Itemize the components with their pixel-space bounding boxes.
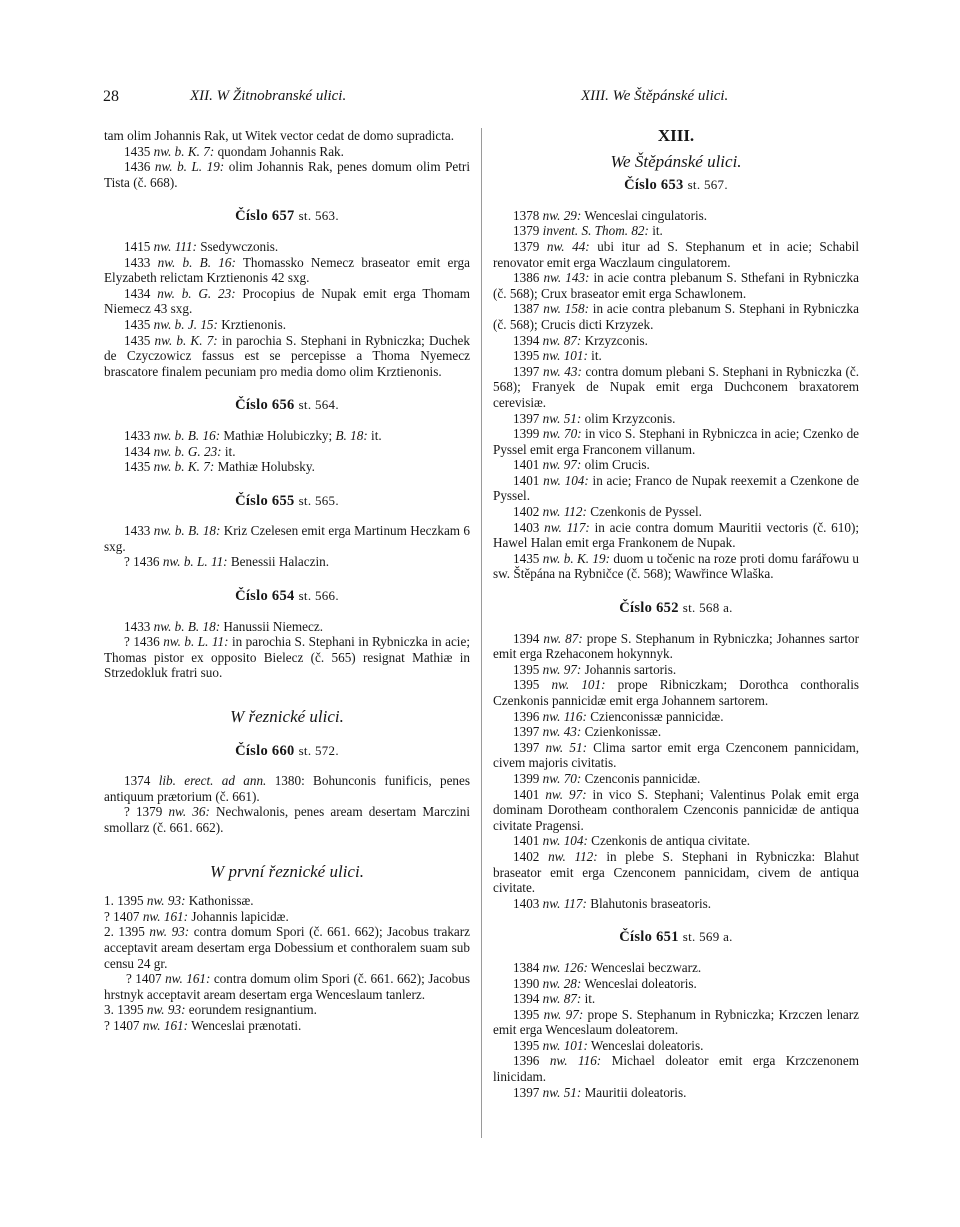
entry-paragraph: 1397 nw. 43: Czienkonissæ. — [513, 724, 662, 740]
entry-paragraph: 1403 nw. 117: in acie contra domum Mauritii vectoris (č. 610); Hawel Halan emit erga Frankonem de Nupak. — [493, 519, 859, 551]
entry-paragraph: 1378 nw. 29: Wenceslai cingulatoris. — [513, 207, 708, 223]
entry-paragraph: 1394 nw. 87: Krzyzconis. — [513, 332, 648, 348]
entry-paragraph: 1397 nw. 51: Clima sartor emit erga Czenconem pannicidam, civem majoris civitatis. — [493, 739, 860, 771]
entry-paragraph: 1384 nw. 126: Wenceslai beczwarz. — [513, 959, 702, 975]
old-number: st. 569 a. — [682, 929, 733, 945]
old-number: st. 568 a. — [682, 600, 733, 616]
column-divider — [481, 128, 482, 1138]
entry-paragraph: 1401 nw. 104: in acie; Franco de Nupak reexemit a Czenkone de Pyssel. — [493, 472, 859, 504]
running-head — [103, 88, 860, 110]
street-heading: W řeznické ulici. — [230, 707, 344, 727]
house-number: Číslo 660 — [235, 742, 295, 759]
section-heading — [493, 600, 859, 617]
section-heading — [104, 743, 470, 760]
entry-paragraph: 1402 nw. 112: in plebe S. Stephani in Rybniczka: Blahut braseator emit erga Czenconem pannicidam, civem de antiqua civitate. — [493, 848, 859, 896]
section-heading — [104, 493, 470, 510]
entry-paragraph: 1435 nw. b. J. 15: Krztienonis. — [124, 316, 287, 332]
entry-paragraph: 1395 nw. 97: Johannis sartoris. — [513, 661, 677, 677]
entry-paragraph: 1435 nw. b. K. 7: Mathiæ Holubsky. — [124, 459, 315, 475]
entry-paragraph: 1395 nw. 101: it. — [513, 348, 602, 364]
entry-paragraph: ? 1436 nw. b. L. 11: in parochia S. Stephani in Rybniczka in acie; Thomas pistor ex opposito Bielecz (č. 565) resignat Mathiæ in Strzedokluk fratri suo. — [104, 634, 470, 681]
entry-paragraph: 1. 1395 nw. 93: Kathonissæ. — [104, 893, 254, 909]
street-heading: W první řeznické ulici. — [210, 861, 364, 881]
house-number: Číslo 654 — [235, 588, 295, 605]
entry-paragraph: 3. 1395 nw. 93: eorundem resignantium. — [104, 1002, 317, 1018]
house-number: Číslo 656 — [235, 397, 295, 414]
entry-paragraph: 1403 nw. 117: Blahutonis braseatoris. — [513, 895, 712, 911]
entry-paragraph: tam olim Johannis Rak, ut Witek vector cedat de domo supradicta. — [104, 128, 455, 143]
entry-paragraph: 1394 nw. 87: it. — [513, 991, 596, 1007]
old-number: st. 565. — [298, 492, 339, 508]
old-number: st. 564. — [298, 397, 339, 413]
entry-paragraph: 1395 nw. 101: prope Ribniczkam; Dorothca conthoralis Czenkonis pannicidæ emit erga Johannem sartorem. — [493, 677, 860, 708]
entry-paragraph: ? 1379 nw. 36: Nechwalonis, penes aream desertam Marczini smollarz (č. 661. 662). — [104, 804, 470, 835]
entry-paragraph: ? 1436 nw. b. L. 11: Benessii Halaczin. — [124, 554, 329, 570]
entry-paragraph: 1435 nw. b. K. 7: in parochia S. Stephani in Rybniczka; Duchek de Czyczowicz fassus est se percepisse a Thoma Nyemecz brascatore finalem pecuniam pro media domo olim Krztienonis. — [104, 332, 470, 379]
entry-paragraph: 1395 nw. 101: Wenceslai doleatoris. — [513, 1037, 704, 1053]
old-number: st. 563. — [298, 208, 339, 224]
entry-paragraph: 1386 nw. 143: in acie contra plebanum S. Sthefani in Rybniczka (č. 568); Crux braseator emit erga Schawlonem. — [493, 270, 860, 301]
entry-paragraph: ? 1407 nw. 161: contra domum olim Spori (č. 661. 662); Jacobus hrstnyk acceptavit aream desertam erga Wenceslaum tanlerz. — [104, 971, 470, 1002]
entry-paragraph: 1434 nw. b. G. 23: it. — [124, 443, 236, 459]
entry-paragraph: 1435 nw. b. K. 19: duom u točenic na roze proti domu farářowu u sw. Štěpána na Rybničce (č. 568); Wawřince Wlaška. — [493, 550, 860, 582]
chapter-title: We Štěpánské ulici. — [610, 151, 742, 171]
section-heading — [104, 397, 470, 414]
entry-paragraph: 1397 nw. 43: contra domum plebani S. Stephani in Rybniczka (č. 568); Franyek de Nupak emit erga Duchconem braxatorem cerevisiæ. — [493, 363, 860, 410]
entry-paragraph: 1401 nw. 104: Czenkonis de antiqua civitate. — [513, 833, 751, 849]
house-number: Číslo 651 — [619, 929, 679, 946]
old-number: st. 566. — [298, 588, 339, 604]
entry-paragraph: 1401 nw. 97: in vico S. Stephani; Valentinus Polak emit erga dominam Dorotheam conthoralem Czenconis pannicidæ de antiqua civitate Pragensi. — [493, 786, 859, 833]
section-heading — [493, 177, 859, 194]
entry-paragraph: 1397 nw. 51: Mauritii doleatoris. — [513, 1084, 687, 1100]
section-heading — [493, 929, 859, 946]
right-column — [493, 128, 859, 1100]
house-number: Číslo 653 — [624, 177, 684, 194]
entry-paragraph: 1395 nw. 97: prope S. Stephanum in Rybniczka; Krzczen lenarz emit erga Wenceslaum doleatorem. — [493, 1006, 859, 1038]
house-number: Číslo 655 — [235, 492, 295, 509]
section-heading — [104, 588, 470, 605]
entry-paragraph: 1435 nw. b. K. 7: quondam Johannis Rak. — [124, 143, 344, 159]
section-heading — [104, 208, 470, 225]
entry-paragraph: 1394 nw. 87: prope S. Stephanum in Rybniczka; Johannes sartor emit erga Rzehaconem hokynnyk. — [493, 630, 860, 662]
entry-paragraph: ? 1407 nw. 161: Wenceslai prænotati. — [104, 1017, 302, 1033]
page-number: 28 — [103, 88, 119, 105]
left-running-title: XII. W Žitnobranské ulici. — [190, 88, 347, 104]
house-number: Číslo 657 — [235, 208, 295, 225]
entry-paragraph: 1433 nw. b. B. 18: Hanussii Niemecz. — [124, 618, 324, 634]
entry-paragraph: 1374 lib. erect. ad ann. 1380: Bohunconis funificis, penes antiquum prætorium (č. 661). — [104, 773, 470, 804]
left-column — [104, 128, 470, 1034]
entry-paragraph: 1397 nw. 51: olim Krzyzconis. — [513, 410, 676, 426]
entry-paragraph: 1433 nw. b. B. 18: Kriz Czelesen emit erga Martinum Heczkam 6 sxg. — [104, 523, 471, 554]
entry-paragraph: 1396 nw. 116: Michael doleator emit erga Krzczenonem linicidam. — [493, 1053, 859, 1085]
entry-paragraph: 1379 nw. 44: ubi itur ad S. Stephanum et in acie; Schabil renovator emit erga Waczlaum cingulatorem. — [493, 238, 859, 270]
entry-paragraph: 1379 invent. S. Thom. 82: it. — [513, 223, 663, 239]
entry-paragraph: 1396 nw. 116: Czienconissæ pannicidæ. — [513, 708, 724, 724]
old-number: st. 572. — [298, 742, 339, 758]
entry-paragraph: 2. 1395 nw. 93: contra domum Spori (č. 661. 662); Jacobus trakarz acceptavit aream desertam erga Dobessium et conthoralem suam sub censu 24 gr. — [104, 924, 471, 971]
entry-paragraph: 1434 nw. b. G. 23: Procopius de Nupak emit erga Thomam Niemecz 43 sxg. — [104, 285, 471, 317]
entry-paragraph: 1402 nw. 112: Czenkonis de Pyssel. — [513, 504, 702, 520]
entry-paragraph: 1433 nw. b. B. 16: Mathiæ Holubiczky; B. 18: it. — [124, 427, 382, 443]
entry-paragraph: 1390 nw. 28: Wenceslai doleatoris. — [513, 975, 697, 991]
chapter-number: XIII. — [657, 126, 695, 145]
entry-paragraph: 1433 nw. b. B. 16: Thomassko Nemecz braseator emit erga Elyzabeth relictam Krztienonis 42 sxg. — [104, 254, 471, 286]
entry-paragraph: 1436 nw. b. L. 19: olim Johannis Rak, penes domum olim Petri Tista (č. 668). — [104, 159, 470, 190]
entry-paragraph: ? 1407 nw. 161: Johannis lapicidæ. — [104, 908, 289, 924]
entry-paragraph: 1399 nw. 70: in vico S. Stephani in Rybniczca in acie; Czenko de Pyssel emit erga Franconem villanum. — [493, 426, 860, 457]
old-number: st. 567. — [687, 177, 728, 193]
house-number: Číslo 652 — [619, 600, 679, 617]
right-running-title: XIII. We Štěpánské ulici. — [581, 88, 729, 104]
entry-paragraph: 1415 nw. 111: Ssedywczonis. — [124, 238, 279, 254]
entry-paragraph: 1401 nw. 97: olim Crucis. — [513, 457, 650, 473]
entry-paragraph: 1399 nw. 70: Czenconis pannicidæ. — [513, 770, 701, 786]
entry-paragraph: 1387 nw. 158: in acie contra plebanum S. Stephani in Rybniczka (č. 568); Crucis dicti Krzyzek. — [493, 301, 860, 332]
